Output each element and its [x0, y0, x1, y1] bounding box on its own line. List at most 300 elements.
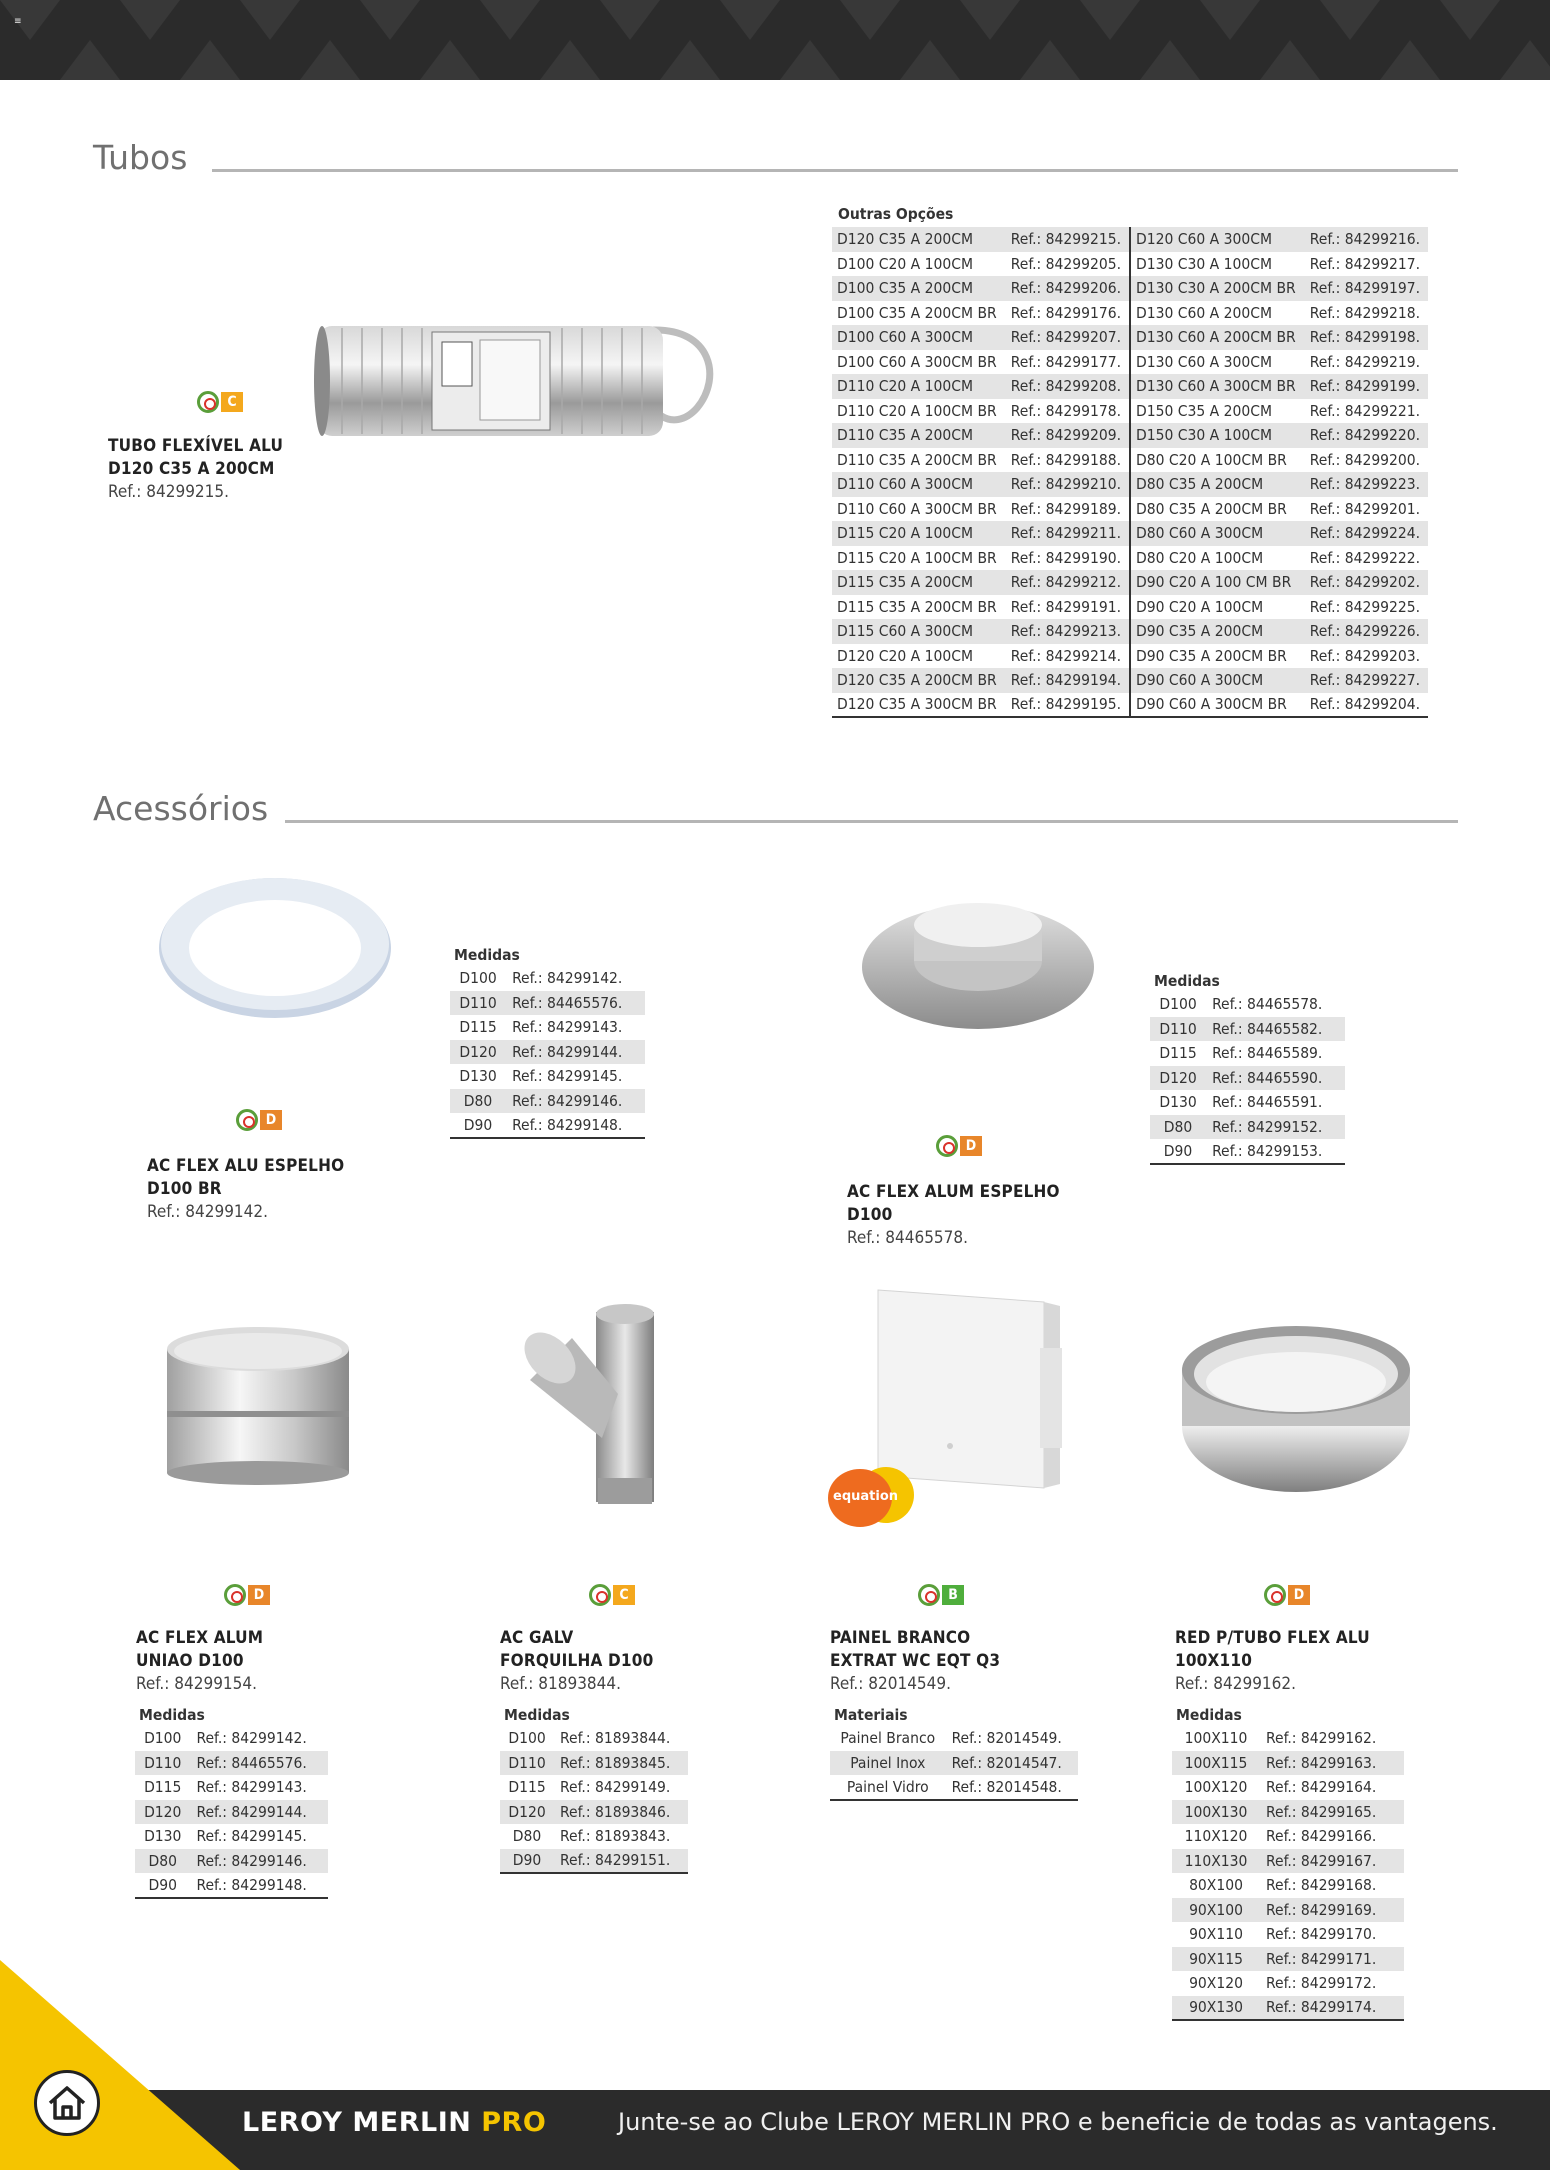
ref-cell: Ref.: 84299165. [1260, 1800, 1404, 1825]
ref-cell: Ref.: 84465576. [506, 991, 645, 1016]
option-ref: Ref.: 84299219. [1309, 352, 1421, 371]
table-row [1172, 1849, 1404, 1874]
option-ref: Ref.: 84299203. [1309, 646, 1421, 665]
option-ref: Ref.: 84299215. [1006, 227, 1130, 252]
table-row [450, 1089, 645, 1114]
ref-cell: Ref.: 84299144. [506, 1040, 645, 1065]
size-cell: 90X100 [1172, 1898, 1260, 1923]
table-row [500, 1824, 688, 1849]
size-cell: 110X120 [1184, 1827, 1248, 1846]
size-cell: 100X110 [1184, 1729, 1248, 1748]
table-title: Medidas [504, 1706, 570, 1724]
recycle-icon [918, 1584, 940, 1606]
option-row [832, 227, 1428, 252]
option-size: D110 C60 A 300CM BR [837, 499, 997, 518]
option-size: D120 C20 A 100CM [837, 646, 974, 665]
product-ref: Ref.: 84299162. [1175, 1674, 1296, 1694]
table-title: Medidas [139, 1706, 205, 1724]
table-row [1172, 1898, 1404, 1923]
ref-cell: Ref.: 82014547. [946, 1751, 1078, 1776]
ref-cell: Ref.: 84299170. [1266, 1925, 1377, 1944]
options-grid [832, 227, 1428, 718]
materials-table [830, 1706, 1078, 1801]
table-row [500, 1726, 688, 1751]
option-size: D100 C35 A 200CM BR [837, 303, 997, 322]
ref-cell: Ref.: 84465576. [190, 1751, 328, 1776]
option-size: D115 C35 A 200CM [832, 570, 1006, 595]
size-cell: D120 [450, 1040, 506, 1065]
option-size: D90 C35 A 200CM BR [1130, 644, 1305, 669]
option-ref: Ref.: 84299178. [1010, 401, 1122, 420]
table-row [1172, 1922, 1404, 1947]
ref-cell: Ref.: 84299166. [1266, 1827, 1377, 1846]
option-size: D130 C60 A 200CM BR [1130, 325, 1305, 350]
option-ref: Ref.: 84299208. [1006, 374, 1130, 399]
options-table [832, 205, 1428, 718]
product-name: 100X110 [1175, 1651, 1253, 1671]
option-row [832, 644, 1428, 669]
option-row [832, 301, 1428, 326]
table-row [135, 1873, 328, 1898]
option-ref: Ref.: 84299204. [1305, 693, 1428, 718]
top-banner [0, 0, 1550, 80]
option-ref: Ref.: 84299227. [1305, 668, 1428, 693]
size-cell: Painel Branco [840, 1729, 936, 1748]
option-row [832, 668, 1428, 693]
ref-cell: Ref.: 84299169. [1260, 1898, 1404, 1923]
size-cell: 100X130 [1172, 1800, 1260, 1825]
sizes-table [1172, 1706, 1404, 2021]
option-size: D90 C20 A 100 CM BR [1130, 570, 1305, 595]
section-title-acessorios: Acessórios [93, 789, 269, 828]
table-row [1150, 1139, 1345, 1164]
recycle-icon [936, 1135, 958, 1157]
table-row [450, 1040, 645, 1065]
table-title: Medidas [1176, 1706, 1242, 1724]
option-row [832, 276, 1428, 301]
ref-cell: Ref.: 84465591. [1212, 1093, 1323, 1112]
ref-cell: Ref.: 84299145. [196, 1827, 307, 1846]
option-size: D90 C60 A 300CM BR [1130, 693, 1305, 718]
table-row [830, 1775, 1078, 1800]
size-cell: 100X115 [1172, 1751, 1260, 1776]
ref-cell: Ref.: 84299146. [506, 1089, 645, 1114]
ref-cell: Ref.: 82014548. [946, 1775, 1078, 1800]
option-size: D120 C35 A 200CM [832, 227, 1006, 252]
size-cell: Painel Inox [830, 1751, 946, 1776]
table-title: Materiais [834, 1706, 908, 1724]
ref-cell: Ref.: 84299142. [512, 969, 623, 988]
option-size: D100 C35 A 200CM [832, 276, 1006, 301]
option-row [832, 693, 1428, 718]
option-size: D130 C60 A 300CM BR [1130, 374, 1305, 399]
footer-slogan: Junte-se ao Clube LEROY MERLIN PRO e beneficie de todas as vantagens. [618, 2108, 1498, 2136]
product-name: AC FLEX ALU ESPELHO [147, 1156, 345, 1176]
size-cell: 90X110 [1189, 1925, 1243, 1944]
product-name: AC GALV [500, 1628, 574, 1648]
size-cell: D115 [459, 1018, 497, 1037]
size-cell: D130 [144, 1827, 182, 1846]
ref-cell: Ref.: 84299151. [554, 1849, 688, 1874]
table-row [450, 1113, 645, 1138]
option-ref: Ref.: 84299212. [1006, 570, 1130, 595]
product-ref: Ref.: 84465578. [847, 1228, 968, 1248]
table-row [135, 1751, 328, 1776]
size-cell: 100X120 [1184, 1778, 1248, 1797]
recycle-icon [1264, 1584, 1286, 1606]
option-row [832, 619, 1428, 644]
table-row [1172, 1996, 1404, 2021]
option-ref: Ref.: 84299213. [1006, 619, 1130, 644]
size-cell: D120 [1150, 1066, 1206, 1091]
table-row [135, 1726, 328, 1751]
option-size: D130 C30 A 200CM BR [1130, 276, 1305, 301]
option-ref: Ref.: 84299177. [1010, 352, 1122, 371]
option-row [832, 497, 1428, 522]
option-ref: Ref.: 84299222. [1309, 548, 1421, 567]
size-cell: D80 [135, 1849, 190, 1874]
ref-cell: Ref.: 84299148. [506, 1113, 645, 1138]
table-row [450, 991, 645, 1016]
ref-cell: Ref.: 84299172. [1266, 1974, 1377, 1993]
option-size: D110 C60 A 300CM [832, 472, 1006, 497]
option-ref: Ref.: 84299198. [1305, 325, 1428, 350]
sizes-table [135, 1706, 328, 1899]
size-cell: D100 [459, 969, 497, 988]
table-row [500, 1800, 688, 1825]
size-cell: D90 [135, 1873, 190, 1898]
option-ref: Ref.: 84299223. [1305, 472, 1428, 497]
size-cell: D100 [144, 1729, 182, 1748]
option-size: D115 C20 A 100CM BR [837, 548, 997, 567]
option-ref: Ref.: 84299197. [1305, 276, 1428, 301]
product-ref: Ref.: 84299215. [108, 482, 229, 502]
size-cell: D120 [500, 1800, 554, 1825]
size-cell: D80 [1150, 1115, 1206, 1140]
option-ref: Ref.: 84299214. [1010, 646, 1122, 665]
recycle-icon [236, 1109, 258, 1131]
white-flange-image [155, 868, 395, 1023]
product-ref: Ref.: 84299154. [136, 1674, 257, 1694]
size-cell: D130 [459, 1067, 497, 1086]
size-cell: Painel Vidro [830, 1775, 946, 1800]
table-title: Medidas [454, 946, 520, 964]
option-size: D115 C35 A 200CM BR [837, 597, 997, 616]
option-size: D80 C35 A 200CM [1130, 472, 1305, 497]
option-row [832, 252, 1428, 277]
option-size: D90 C35 A 200CM [1130, 619, 1305, 644]
reducer-image [1180, 1322, 1412, 1496]
option-size: D80 C20 A 100CM BR [1130, 448, 1305, 473]
ref-cell: Ref.: 81893844. [560, 1729, 671, 1748]
ref-cell: Ref.: 81893845. [554, 1751, 688, 1776]
option-ref: Ref.: 84299202. [1305, 570, 1428, 595]
options-title: Outras Opções [838, 205, 954, 223]
size-cell: D100 [508, 1729, 546, 1748]
ref-cell: Ref.: 84299143. [196, 1778, 307, 1797]
size-cell: D100 [1159, 995, 1197, 1014]
table-row [1172, 1800, 1404, 1825]
option-size: D120 C60 A 300CM [1130, 227, 1305, 252]
option-row [832, 570, 1428, 595]
option-ref: Ref.: 84299190. [1010, 548, 1122, 567]
table-row [135, 1824, 328, 1849]
product-name: UNIAO D100 [136, 1651, 244, 1671]
option-ref: Ref.: 84299189. [1010, 499, 1122, 518]
table-row [450, 1015, 645, 1040]
table-row [1172, 1873, 1404, 1898]
option-size: D110 C35 A 200CM [832, 423, 1006, 448]
product-ref: Ref.: 81893844. [500, 1674, 621, 1694]
option-size: D110 C20 A 100CM BR [837, 401, 997, 420]
option-row [832, 521, 1428, 546]
table-row [135, 1775, 328, 1800]
ref-cell: Ref.: 84299143. [512, 1018, 623, 1037]
ref-cell: Ref.: 84299153. [1206, 1139, 1345, 1164]
option-ref: Ref.: 84299176. [1010, 303, 1122, 322]
product-name: TUBO FLEXÍVEL ALU [108, 436, 284, 456]
product-name: AC FLEX ALUM [136, 1628, 264, 1648]
option-size: D80 C60 A 300CM [1130, 521, 1305, 546]
option-ref: Ref.: 84299221. [1309, 401, 1421, 420]
table-row [1172, 1775, 1404, 1800]
product-name: AC FLEX ALUM ESPELHO [847, 1182, 1060, 1202]
section-divider [212, 169, 1458, 172]
ref-cell: Ref.: 84299148. [190, 1873, 328, 1898]
energy-label [918, 1584, 964, 1606]
option-ref: Ref.: 84299201. [1309, 499, 1421, 518]
table-row [1172, 1824, 1404, 1849]
option-ref: Ref.: 84299216. [1305, 227, 1428, 252]
option-ref: Ref.: 84299188. [1010, 450, 1122, 469]
size-cell: D110 [1150, 1017, 1206, 1042]
table-row [500, 1849, 688, 1874]
energy-class-badge: D [260, 1110, 282, 1130]
energy-label [197, 391, 243, 413]
option-size: D120 C35 A 300CM BR [832, 693, 1006, 718]
table-row [1150, 1017, 1345, 1042]
product-name: FORQUILHA D100 [500, 1651, 654, 1671]
option-size: D130 C60 A 200CM [1130, 301, 1305, 326]
option-ref: Ref.: 84299226. [1305, 619, 1428, 644]
product-name: RED P/TUBO FLEX ALU [1175, 1628, 1370, 1648]
ref-cell: Ref.: 84299168. [1266, 1876, 1377, 1895]
option-ref: Ref.: 84299209. [1006, 423, 1130, 448]
table-row [1172, 1947, 1404, 1972]
option-size: D150 C30 A 100CM [1130, 423, 1305, 448]
home-icon [37, 2073, 97, 2133]
option-size: D130 C30 A 100CM [1130, 252, 1305, 277]
size-cell: 80X100 [1189, 1876, 1243, 1895]
table-title: Medidas [1154, 972, 1220, 990]
product-name: PAINEL BRANCO [830, 1628, 971, 1648]
ref-cell: Ref.: 84299149. [560, 1778, 671, 1797]
table-row [1150, 1041, 1345, 1066]
size-cell: D130 [1159, 1093, 1197, 1112]
product-ref: Ref.: 84299142. [147, 1202, 268, 1222]
energy-label [224, 1584, 270, 1606]
size-cell: 90X115 [1172, 1947, 1260, 1972]
triangle-pattern [0, 0, 1550, 80]
table-row [830, 1726, 1078, 1751]
option-ref: Ref.: 84299225. [1309, 597, 1421, 616]
equation-logo: equation [828, 1465, 912, 1527]
option-size: D115 C60 A 300CM [832, 619, 1006, 644]
energy-class-badge: B [942, 1585, 964, 1605]
size-cell: D80 [450, 1089, 506, 1114]
ref-cell: Ref.: 81893843. [560, 1827, 671, 1846]
table-row [1172, 1971, 1404, 1996]
brand-logo: LEROY MERLIN PRO [242, 2107, 547, 2138]
energy-class-badge: D [960, 1136, 982, 1156]
table-row [830, 1751, 1078, 1776]
footer-yellow-triangle [0, 1960, 240, 2170]
option-ref: Ref.: 84299205. [1010, 254, 1122, 273]
size-cell: D115 [144, 1778, 182, 1797]
ref-cell: Ref.: 84299142. [196, 1729, 307, 1748]
option-ref: Ref.: 84299195. [1006, 693, 1130, 718]
option-ref: Ref.: 84299220. [1305, 423, 1428, 448]
option-size: D110 C20 A 100CM [832, 374, 1006, 399]
size-cell: D90 [500, 1849, 554, 1874]
menu-icon[interactable]: ≡ [14, 16, 22, 27]
option-ref: Ref.: 84299217. [1309, 254, 1421, 273]
option-size: D110 C35 A 200CM BR [837, 450, 997, 469]
metal-flange-image [860, 895, 1096, 1035]
option-row [832, 374, 1428, 399]
product-name: D120 C35 A 200CM [108, 459, 275, 479]
option-ref: Ref.: 84299207. [1006, 325, 1130, 350]
sizes-table [500, 1706, 688, 1874]
ref-cell: Ref.: 84465578. [1212, 995, 1323, 1014]
ref-cell: Ref.: 84299152. [1206, 1115, 1345, 1140]
product-name: D100 [847, 1205, 893, 1225]
option-ref: Ref.: 84299206. [1006, 276, 1130, 301]
option-ref: Ref.: 84299191. [1010, 597, 1122, 616]
size-cell: D90 [450, 1113, 506, 1138]
option-size: D130 C60 A 300CM [1130, 350, 1305, 375]
product-name: D100 BR [147, 1179, 222, 1199]
energy-class-badge: C [221, 392, 243, 412]
option-row [832, 595, 1428, 620]
size-cell: 90X120 [1189, 1974, 1243, 1993]
option-size: D150 C35 A 200CM [1130, 399, 1305, 424]
size-cell: 90X130 [1172, 1996, 1260, 2021]
option-row [832, 325, 1428, 350]
option-ref: Ref.: 84299200. [1309, 450, 1421, 469]
option-row [832, 472, 1428, 497]
option-size: D120 C35 A 200CM BR [832, 668, 1006, 693]
product-ref: Ref.: 82014549. [830, 1674, 951, 1694]
option-size: D100 C60 A 300CM [832, 325, 1006, 350]
option-size: D90 C60 A 300CM [1130, 668, 1305, 693]
option-ref: Ref.: 84299218. [1309, 303, 1421, 322]
table-row [135, 1800, 328, 1825]
energy-class-badge: C [613, 1585, 635, 1605]
option-row [832, 546, 1428, 571]
table-row [500, 1751, 688, 1776]
ref-cell: Ref.: 84299164. [1266, 1778, 1377, 1797]
ref-cell: Ref.: 84465582. [1206, 1017, 1345, 1042]
option-size: D90 C20 A 100CM [1130, 595, 1305, 620]
size-cell: D80 [512, 1827, 542, 1846]
size-cell: D90 [1150, 1139, 1206, 1164]
y-junction-image [518, 1298, 678, 1508]
ref-cell: Ref.: 84299163. [1260, 1751, 1404, 1776]
product-name: EXTRAT WC EQT Q3 [830, 1651, 1001, 1671]
size-cell: D115 [508, 1778, 546, 1797]
option-size: D115 C20 A 100CM [832, 521, 1006, 546]
option-row [832, 423, 1428, 448]
table-row [1150, 992, 1345, 1017]
ref-cell: Ref.: 84465590. [1206, 1066, 1345, 1091]
recycle-icon [589, 1584, 611, 1606]
ref-cell: Ref.: 84299145. [512, 1067, 623, 1086]
table-row [1172, 1751, 1404, 1776]
table-row [135, 1849, 328, 1874]
sizes-table [1150, 972, 1345, 1165]
size-cell: D110 [450, 991, 506, 1016]
size-cell: D115 [1159, 1044, 1197, 1063]
option-ref: Ref.: 84299211. [1006, 521, 1130, 546]
option-size: D80 C20 A 100CM [1130, 546, 1305, 571]
option-ref: Ref.: 84299224. [1305, 521, 1428, 546]
section-divider [285, 820, 1458, 823]
home-button[interactable] [34, 2070, 100, 2136]
energy-class-badge: D [1288, 1585, 1310, 1605]
option-size: D80 C35 A 200CM BR [1130, 497, 1305, 522]
energy-label [936, 1135, 982, 1157]
energy-class-badge: D [248, 1585, 270, 1605]
table-row [1150, 1090, 1345, 1115]
ref-cell: Ref.: 82014549. [951, 1729, 1062, 1748]
union-coupling-image [165, 1325, 351, 1485]
ref-cell: Ref.: 84299162. [1266, 1729, 1377, 1748]
table-row [1172, 1726, 1404, 1751]
energy-label [1264, 1584, 1310, 1606]
option-ref: Ref.: 84299199. [1305, 374, 1428, 399]
ref-cell: Ref.: 84299171. [1260, 1947, 1404, 1972]
ref-cell: Ref.: 84299174. [1260, 1996, 1404, 2021]
table-row [450, 966, 645, 991]
sizes-table [450, 946, 645, 1139]
option-row [832, 399, 1428, 424]
table-row [1150, 1066, 1345, 1091]
ref-cell: Ref.: 84299146. [190, 1849, 328, 1874]
ref-cell: Ref.: 84299167. [1260, 1849, 1404, 1874]
energy-label [236, 1109, 282, 1131]
recycle-icon [197, 391, 219, 413]
option-row [832, 350, 1428, 375]
ref-cell: Ref.: 84465589. [1212, 1044, 1323, 1063]
flexible-tube-image [312, 318, 722, 448]
option-ref: Ref.: 84299210. [1006, 472, 1130, 497]
recycle-icon [224, 1584, 246, 1606]
option-row [832, 448, 1428, 473]
table-row [1150, 1115, 1345, 1140]
ref-cell: Ref.: 84299144. [190, 1800, 328, 1825]
ref-cell: Ref.: 81893846. [554, 1800, 688, 1825]
option-ref: Ref.: 84299194. [1006, 668, 1130, 693]
section-title-tubos: Tubos [93, 138, 188, 177]
energy-label [589, 1584, 635, 1606]
table-row [450, 1064, 645, 1089]
size-cell: 110X130 [1172, 1849, 1260, 1874]
size-cell: D120 [135, 1800, 190, 1825]
option-size: D100 C60 A 300CM BR [837, 352, 997, 371]
size-cell: D110 [135, 1751, 190, 1776]
table-row [500, 1775, 688, 1800]
